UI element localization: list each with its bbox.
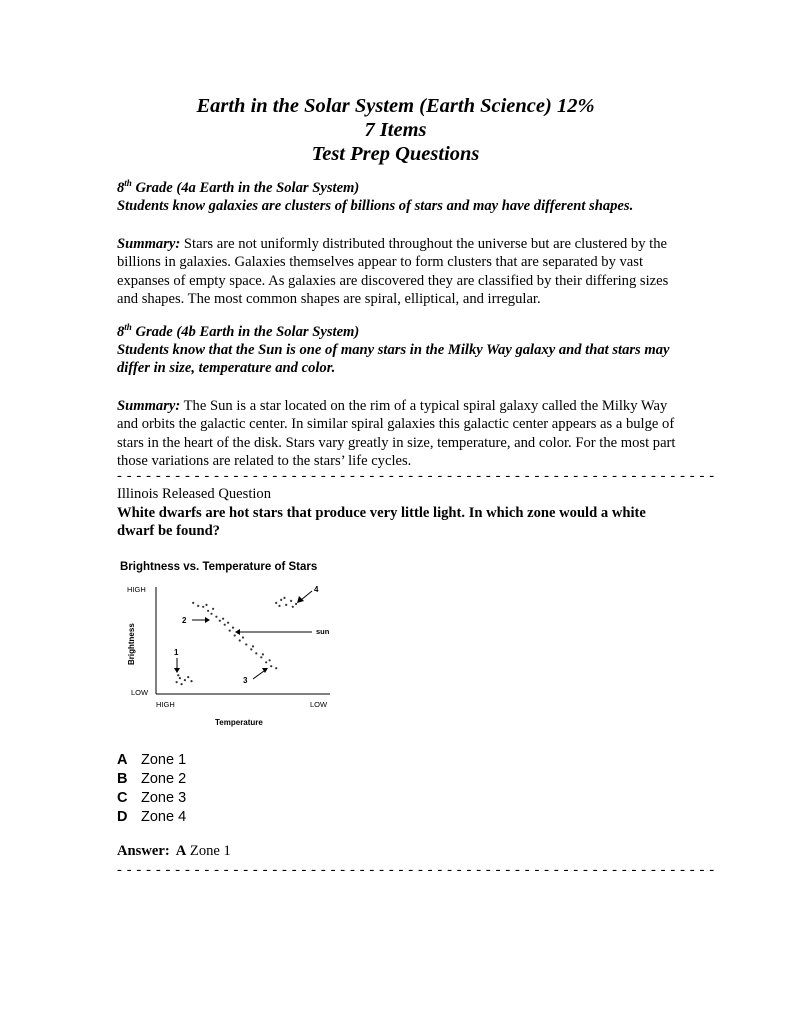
svg-text:sun: sun: [316, 627, 330, 636]
question-source: Illinois Released Question: [117, 486, 272, 502]
star-point: [265, 661, 267, 663]
choice-d[interactable]: D Zone 4: [117, 809, 187, 825]
star-point: [295, 603, 297, 605]
star-point: [176, 681, 178, 683]
star-point: [232, 627, 234, 629]
star-point: [177, 674, 179, 676]
star-point: [270, 665, 272, 667]
star-point: [245, 643, 247, 645]
star-point: [202, 606, 204, 608]
star-point: [219, 620, 221, 622]
star-point: [275, 602, 277, 604]
star-point: [269, 659, 271, 661]
data-points: [176, 597, 298, 685]
question-text: White dwarfs are hot stars that produce very little light. In which zone would a white dwarf be found?: [117, 505, 646, 539]
hr-diagram-chart: [112, 555, 342, 730]
svg-text:2: 2: [182, 616, 187, 625]
star-point: [252, 645, 254, 647]
document-title: [0, 94, 791, 166]
star-point: [190, 680, 192, 682]
star-point: [262, 653, 264, 655]
x-tick-high: HIGH: [156, 700, 175, 709]
star-point: [207, 610, 209, 612]
title-line-2: 7 Items: [364, 119, 427, 141]
star-point: [280, 599, 282, 601]
answer-label: Answer:: [117, 843, 170, 859]
choice-c[interactable]: C Zone 3: [117, 790, 187, 806]
star-point: [197, 605, 199, 607]
answer-text: Zone 1: [186, 843, 231, 859]
star-point: [260, 656, 262, 658]
standard-4a-statement: Students know galaxies are clusters of billions of stars and may have different shapes.: [117, 198, 634, 214]
standard-4b-heading: [117, 323, 687, 377]
chart-title: Brightness vs. Temperature of Stars: [120, 561, 318, 573]
star-point: [184, 679, 186, 681]
y-tick-low: LOW: [131, 688, 149, 697]
title-line-1: Earth in the Solar System (Earth Science) 12%: [196, 95, 595, 117]
star-point: [222, 618, 224, 620]
annotation-1: [174, 648, 180, 673]
star-point: [224, 624, 226, 626]
star-point: [239, 639, 241, 641]
answer-choices: [117, 751, 186, 827]
star-point: [212, 608, 214, 610]
star-point: [250, 648, 252, 650]
star-point: [229, 630, 231, 632]
choice-a[interactable]: A Zone 1: [117, 752, 187, 768]
star-point: [283, 597, 285, 599]
star-point: [179, 677, 181, 679]
star-point: [290, 600, 292, 602]
answer-line: [117, 843, 231, 860]
star-point: [205, 604, 207, 606]
star-point: [192, 602, 194, 604]
divider-top: - - - - - - - - - - - - - - - - - - - - - - - - - - - - - - - - - - - - - - - - - - - - - - - - - - - - - - - - - - - - - -: [117, 468, 715, 484]
star-point: [242, 636, 244, 638]
choice-b[interactable]: B Zone 2: [117, 771, 187, 787]
star-point: [215, 616, 217, 618]
summary-label: Summary:: [117, 398, 181, 414]
y-tick-high: HIGH: [127, 585, 146, 594]
star-point: [292, 606, 294, 608]
star-point: [181, 683, 183, 685]
standard-4b-statement: Students know that the Sun is one of many stars in the Milky Way galaxy and that stars may differ in size, temperature and color.: [117, 342, 670, 376]
answer-letter: A: [175, 843, 187, 859]
svg-text:3: 3: [243, 676, 248, 685]
standard-4b-summary: [117, 397, 682, 471]
x-axis-label: Temperature: [215, 718, 263, 727]
star-point: [278, 605, 280, 607]
standard-4b-grade: 8th Grade (4b Earth in the Solar System): [117, 322, 360, 340]
star-point: [234, 634, 236, 636]
star-point: [285, 604, 287, 606]
svg-text:4: 4: [314, 585, 319, 594]
star-point: [275, 667, 277, 669]
svg-text:1: 1: [174, 648, 179, 657]
standard-4a-heading: [117, 179, 687, 215]
divider-bottom: - - - - - - - - - - - - - - - - - - - - - - - - - - - - - - - - - - - - - - - - - - - - - - - - - - - - - - - - - - - - - -: [117, 862, 715, 878]
title-line-3: Test Prep Questions: [311, 143, 480, 165]
annotation-2: [182, 616, 210, 625]
summary-label: Summary:: [117, 236, 181, 252]
annotation-3: [243, 668, 268, 685]
annotation-sun: [235, 627, 330, 636]
star-point: [255, 652, 257, 654]
star-point: [227, 622, 229, 624]
x-tick-low: LOW: [310, 700, 328, 709]
standard-4a-summary: [117, 235, 682, 309]
summary-text: Stars are not uniformly distributed throughout the universe but are clustered by the billions in galaxies. Galaxies themselves appear to form clusters that are separated by vast expanses of empty space. As galaxies are discovered they are classified by their differing sizes and shapes. The most common shapes are spiral, elliptical, and irregular.: [117, 236, 669, 308]
star-point: [187, 676, 189, 678]
y-axis-label: Brightness: [127, 623, 136, 665]
annotation-4: [297, 585, 319, 603]
summary-text: The Sun is a star located on the rim of a typical spiral galaxy called the Milky Way and orbits the galactic center. In similar spiral galaxies this galactic center appears as a bulge of stars in the heart of the disk. Stars vary greatly in size, temperature, and color. For the most part those variations are related to the stars’ life cycles.: [117, 398, 676, 470]
star-point: [210, 613, 212, 615]
standard-4a-grade: 8th Grade (4a Earth in the Solar System): [117, 178, 360, 196]
